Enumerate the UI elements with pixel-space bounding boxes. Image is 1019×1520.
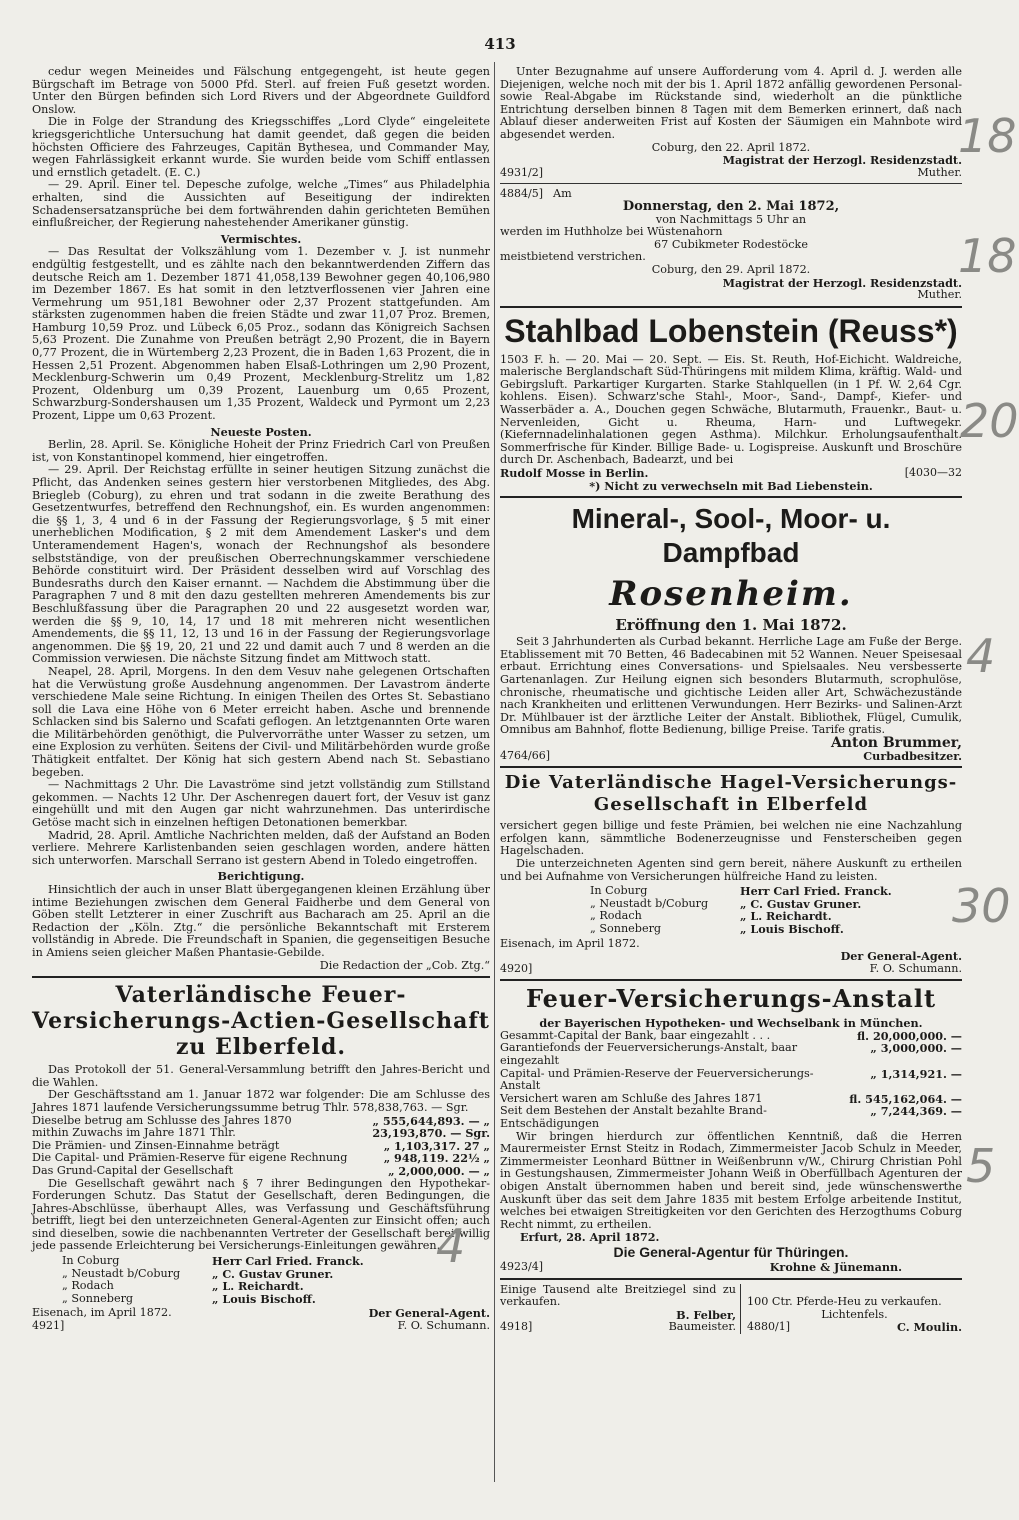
ad-footnote: *) Nicht zu verwechseln mit Bad Liebenstein. [589,478,873,493]
small-ad [741,1296,962,1334]
agent-name: „ Louis Bischoff. [740,921,844,936]
article-paragraph: — 29. April. Der Reichstag erfüllte in seiner heutigen Sitzung zunächst die Pflicht, das Andenken seines gestern hier verstorbenen Mitgliedes, des Abg. Briegleb (Coburg), zu ehren und trat sodann in die zweite Berathung des Gesetzentwurfes, betreffend den Rechnungshof, ein. Es wurden angenommen: die §§ 1, 3, 4 und 6 in der Fassung der Regierungsvorlage, § 5 mit einer unerheblichen Modification, § 2 mit dem Amendement Lasker's und dem Unteramendement Hagen's, wonach der Rechnungshof als besondere selbstständige, von der preußischen Oberrechnungskammer verschiedene Behörde constituirt wird. Der Präsident desselben wird auf Vorschlag des Bundesraths durch den Kaiser ernannt. — Nachdem die Abstimmung über die Paragraphen 7 und 8 mit den dazu gestellten mehreren Amendements bis zur Beschlußfassung über die Paragraphen 20 und 22 ausgesetzt worden war, werden die §§ 9, 10, 14, 17 und 18 mit mehreren nicht wesentlichen Amendements, die §§ 11, 12, 13 und 16 in der Fassung der Regierungsvorlage angenommen. Die §§ 19, 20, 21 und 22 und damit auch 7 und 8 werden an die Commission verwiesen. Die nächste Sitzung findet am Mittwoch statt. [32,463,490,666]
ad-paragraph: Wir bringen hierdurch zur öffentlichen Kenntniß, daß die Herren Maurermeister Ernst Steitz in Rodach, Zimmermeister Jacob Schulz in Meeder, Zimmermeister Leonhard Büttner in Weißenbrunn v/W., Chirurg Christian Pohl in Gestungshausen, Zimmermeister Johann Weiß in Oberfüllbach Agenturen der obigen Anstalt übernommen haben und bereit sind, jede wünschenswerthe Auskunft über das seit dem Jahre 1835 mit bestem Erfolge arbeitende Institut, welches bei etwaigen Streitigkeiten vor den Gerichten des Herzogthums Coburg Recht nimmt, zu ertheilen. [500,1129,962,1231]
page-number: 413 [484,35,516,53]
article-paragraph: Hinsichtlich der auch in unser Blatt übergegangenen kleinen Erzählung über intime Beziehungen zwischen dem General Faidherbe und dem General von Göben stellt Letzterer in einer Zuschrift aus Bacharach am 25. April an die Redaction der „Köln. Ztg.“ die persönliche Bekanntschaft mit Ersterem vollständig in Abrede. Die Freundschaft in Spanien, die gegenseitigen Besuche in Amiens seien gleicher Maßen Phantasie-Gebilde. [32,883,490,959]
separator [500,183,962,184]
small-ad-text: 100 Ctr. Pferde-Heu zu verkaufen. [747,1295,942,1309]
small-ads [500,1284,962,1334]
ad-figures [32,1115,490,1178]
figure-value: „ 948,119. 22½ „ [383,1151,490,1166]
ad-signature: Der General-Agent. [368,1306,490,1321]
agent-place: In Coburg [62,1254,120,1268]
ad-footer [500,750,962,763]
agent-row [62,1255,490,1268]
ad-reference: 4920] [500,961,533,975]
agent-place: In Coburg [590,884,648,898]
ad-signature-title: Curbadbesitzer. [863,748,962,763]
figure-label: Die Capital- und Prämien-Reserve für eigene Rechnung [32,1151,348,1165]
agent-name: Herr Carl Fried. Franck. [212,1254,364,1269]
figure-value: „ 2,000,000. — „ [388,1163,490,1178]
small-ad-signature: B. Felber, [676,1307,736,1322]
figure-value: fl. 545,162,064. — [849,1091,962,1106]
ad-footer [500,1261,962,1274]
pencil-mark: 18 [958,109,1017,163]
ad-paragraph: Die unterzeichneten Agenten sind gern bereit, nähere Auskunft zu ertheilen und bei Aufnahme von Versicherungen hülfreiche Hand zu leisten. [500,856,962,883]
agent-row [590,923,962,936]
ad-title: Vaterländische Feuer-Versicherungs-Actien-Gesellschaft zu Elberfeld. [32,982,490,1061]
article-paragraph: Die in Folge der Strandung des Kriegsschiffes „Lord Clyde“ eingeleitete kriegsgerichtliche Untersuchung hat damit geendet, daß gegen die beiden höchsten Officiere des Fahrzeuges, Capitän Bythesea, und Commander May, wegen Fahrlässigkeit erkannt wurde. Sie wurden beide vom Schiff entlassen und ernstlich getadelt. (E. C.) [32,115,490,179]
small-ad-text: Einige Tausend alte Breitziegel sind zu verkaufen. [500,1282,736,1309]
ad-reference: 4921] [32,1319,65,1333]
notice-word: Am [553,187,572,201]
figure-row [32,1165,490,1178]
ad-contact: Rudolf Mosse in Berlin. [500,466,649,481]
notice-body: werden im Huthholze bei Wüstenahorn [500,225,723,239]
pencil-mark: 30 [952,879,1011,933]
ad-place: Erfurt, 28. April 1872. [520,1230,660,1245]
ad-paragraph: 1503 F. h. — 20. Mai — 20. Sept. — Eis. St. Reuth, Hof-Eichicht. Waldreiche, malerische Berglandschaft Süd-Thüringens mit mildem Klima, kräftig. Wald- und Gebirgsluft. Parkartiger Kurgarten. Starke Stahlquellen (in 1 Pf. W. 2,64 Cgr. kohlens. Eisen). Schwarz'sche Stahl-, Moor-, Sand-, Dampf-, Kiefer- und Wasserbäder a. A., Douchen gegen Schwäche, Blutarmuth, Frauenkr., Baut- u. Nervenleiden, Gicht u. Rheuma, Harn- und Luftwegekr. (Kiefernnadelinhalationen gegen Asthma). Milchkur. Erholungsaufenthalt. Sommerfrische für Kinder. Billige Bade- u. Logispreise. Auskunft und Broschüre durch Dr. Aschenbach, Badearzt, und bei [500,352,962,467]
separator [500,1278,962,1280]
notice-reference: 4931/2] [500,165,543,179]
small-ad [500,1284,741,1334]
notice-date: Coburg, den 22. April 1872. [651,140,811,154]
figure-row [500,1105,962,1130]
notice-signature: Magistrat der Herzogl. Residenzstadt. [722,275,962,290]
article-paragraph: — Nachmittags 2 Uhr. Die Lavaströme sind jetzt vollständig zum Stillstand gekommen. — Nachts 12 Uhr. Der Aschenregen dauert fort, der Vesuv ist ganz eingehüllt und mit den Augen gar nicht wahrzunehmen. Das unterirdische Getöse macht sich in einzelnen heftigen Detonationen bemerkbar. [32,778,490,830]
agent-name: „ Louis Bischoff. [212,1291,316,1306]
figure-label: Capital- und Prämien-Reserve der Feuerversicherungs-Anstalt [500,1066,814,1093]
ad-title: Feuer-Versicherungs-Anstalt [525,984,937,1014]
small-ad-title: Baumeister. [668,1320,736,1334]
separator [32,976,490,978]
figure-row [32,1127,490,1140]
notice-signature: Magistrat der Herzogl. Residenzstadt. [722,153,962,168]
ad-paragraph: Seit 3 Jahrhunderten als Curbad bekannt. Herrliche Lage am Fuße der Berge. Etablissement mit 70 Betten, 46 Badecabinen mit 52 Wannen. Neuer Speisesaal erbaut. Errichtung eines Conversations- und Spielsaales. Neu versbesserte Gartenanlagen. Zur Heilung eignen sich besonders Blutarmuth, scrophulöse, chronische, rheumatische und gichtische Leiden aller Art, Schwächezustände nach Krankheiten und erlittenen Verwundungen. Herr Bezirks- und Salinen-Arzt Dr. Mühlbauer ist der ärztliche Leiter der Anstalt. Bibliothek, Flügel, Cumulik, Omnibus am Bahnhof, flotte Bedienung, billige Preise. Tarife gratis. [500,635,962,737]
figure-label: Seit dem Bestehen der Anstalt bezahlte Brand-Entschädigungen [500,1104,767,1131]
agent-name: „ L. Reichardt. [212,1279,304,1294]
ad-footer [500,467,962,480]
ad-paragraph: Die Gesellschaft gewährt nach § 7 ihrer Bedingungen den Hypothekar-Forderungen Schutz. Das Statut der Gesellschaft, deren Bedingungen, die Jahres-Abschlüsse, überhaupt Alles, was Verfassung und Geschäftsführung betrifft, liegt bei den unterzeichneten General-Agenten zur Einsicht offen; auch sind dieselben, sowie die nachbenannten Vertreter der Gesellschaft bereitwillig jede passende Erleichterung bei Versicherungs-Einleitungen gewähren. [32,1176,490,1253]
notice-name: Muther. [917,288,962,302]
ad-paragraph: versichert gegen billige und feste Prämien, bei welchen nie eine Nachzahlung erfolgen kann, sämmtliche Bodenerzeugnisse und Fensterscheiben gegen Hagelschaden. [500,819,962,858]
agent-name: Herr Carl Fried. Franck. [740,884,892,899]
notice-time: von Nachmittags 5 Uhr an [655,212,807,226]
figure-label: Gesammt-Capital der Bank, baar eingezahlt . . . [500,1028,771,1042]
article-paragraph: Madrid, 28. April. Amtliche Nachrichten melden, daß der Aufstand an Boden verliere. Mehrere Karlistenbanden seien geschlagen worden, andere hätten sich unterworfen. Marschall Serrano ist gestern Abend in Toledo eingetroffen. [32,828,490,867]
figure-value: „ 7,244,369. — [870,1104,962,1119]
figure-label: Garantiefonds der Feuerversicherungs-Anstalt, baar eingezahlt [500,1041,798,1068]
notice-paragraph: Unter Bezugnahme auf unsere Aufforderung vom 4. April d. J. werden alle Diejenigen, welche noch mit der bis 1. April 1872 anfällig gewordenen Personal- sowie Real-Abgabe im Rückstande sind, wiederholt an die pünktliche Entrichtung derselben binnen 8 Tagen mit dem Bemerken erinnert, daß nach Ablauf dieser anderweiten Frist auf Kosten der Säumigen ein Mahnbote wird abgesendet werden. [500,65,962,141]
notice-footer [500,167,962,180]
ad-signature-name: Krohne & Jünemann. [769,1259,902,1274]
ad-title: Die Vaterländische Hagel-Versicherungs-Gesellschaft in Elberfeld [504,772,958,816]
section-heading: Vermischtes. [220,231,302,246]
article-paragraph: cedur wegen Meineides und Fälschung entgegengeht, ist heute gegen Bürgschaft im Betrage von 5000 Pfd. Sterl. auf freien Fuß gesetzt worden. Unter den Bürgen befinden sich Lord Rivers und der Abgeordnete Guildford Onslow. [32,65,490,116]
small-ad-reference: 4880/1] [747,1320,790,1334]
small-ad-reference: 4918] [500,1320,533,1334]
notice-reference: 4884/5] [500,187,543,201]
pencil-mark: 18 [958,229,1017,283]
ad-signature-name: F. O. Schumann. [397,1319,490,1333]
ad-title-place: Rosenheim. [609,574,853,615]
separator [500,496,962,498]
small-ad-signature: C. Moulin. [896,1320,962,1335]
ad-reference: 4764/66] [500,748,550,762]
figure-label: Die Prämien- und Zinsen-Einnahme beträgt [32,1138,280,1152]
ad-subtitle: der Bayerischen Hypotheken- und Wechselbank in München. [539,1016,923,1031]
pencil-mark: 5 [966,1139,996,1193]
small-ad-footer [747,1321,962,1334]
right-column [500,66,962,1486]
ad-signature-name: F. O. Schumann. [869,961,962,975]
ad-opening: Eröffnung den 1. Mai 1872. [615,616,847,635]
ad-signature: Der General-Agent. [840,949,962,964]
notice-item: 67 Cubikmeter Rodestöcke [654,237,808,251]
agent-name: „ C. Gustav Gruner. [740,896,862,911]
small-ad-place: Lichtenfels. [821,1307,888,1321]
notice-date: Coburg, den 29. April 1872. [651,262,811,276]
ad-reference: 4923/4] [500,1259,543,1273]
agent-name: „ C. Gustav Gruner. [212,1266,334,1281]
notice-body: meistbietend verstrichen. [500,250,646,264]
ad-figures [500,1030,962,1131]
article-paragraph: Neapel, 28. April, Morgens. In den dem Vesuv nahe gelegenen Ortschaften hat die Verwüstung große Ausdehnung angenommen. Der Lavastrom änderte verschiedene Male seine Richtung. In einigen Theilen des Ortes St. Sebastiano soll die Lava eine Höhe von 6 Meter erreicht haben. Asche und brennende Schlacken sind bis Salerno und Scafati geflogen. An letztgenannten Orte waren die Militärbehörden genöthigt, die Pulvervorräthe unter Wasser zu setzen, um eine Explosion zu verhüten. Seitens der Civil- und Militärbehörden wurde große Thätigkeit entfaltet. Der König hat sich gestern Abend nach St. Sebastiano begeben. [32,664,490,779]
article-paragraph: — 29. April. Einer tel. Depesche zufolge, welche „Times“ aus Philadelphia erhalten, sind die Aussichten auf Beseitigung der indirekten Schadensersatzansprüche bei dem fortwährenden dahin gerichteten Bemühen einflußreicher, der Regierung nahestehender Amerikaner günstig. [32,178,490,230]
figure-value: 23,193,870. — Sgr. [372,1126,490,1141]
ad-footer [32,1320,490,1333]
notice-date-heading: Donnerstag, den 2. Mai 1872, [622,198,840,214]
ad-paragraph: Das Protokoll der 51. General-Versammlung betrifft den Jahres-Bericht und die Wahlen. [32,1063,490,1089]
figure-label: Das Grund-Capital der Gesellschaft [32,1163,234,1177]
pencil-mark: 4 [966,629,996,683]
separator [500,766,962,768]
figure-value: „ 1,314,921. — [870,1066,962,1081]
ad-place: Eisenach, im April 1872. [500,936,640,950]
figure-label: Dieselbe betrug am Schlusse des Jahres 1870 [32,1113,292,1127]
agent-place: „ Rodach [62,1279,114,1293]
agent-row [62,1280,490,1293]
agent-row [590,885,962,898]
ad-title: Stahlbad Lobenstein (Reuss*) [504,312,958,349]
separator [500,306,962,308]
agent-place: „ Sonneberg [590,921,662,935]
article-paragraph: Berlin, 28. April. Se. Königliche Hoheit der Prinz Friedrich Carl von Preußen ist, von Konstantinopel kommend, hier eingetroffen. [32,438,490,464]
agent-place: „ Neustadt b/Coburg [590,896,709,910]
ad-place: Eisenach, im April 1872. [32,1306,172,1320]
agent-list [62,1255,490,1305]
section-heading: Berichtigung. [217,869,305,884]
ad-signature: Anton Brummer, [830,734,962,751]
agent-row [62,1293,490,1306]
notice-name: Muther. [917,165,962,179]
ad-signature: Die General-Agentur für Thüringen. [613,1243,849,1260]
article-paragraph: — Das Resultat der Volkszählung vom 1. Dezember v. J. ist nunmehr endgültig festgestellt, und es zählte nach den bekanntwerdenden Ziffern das deutsche Reich am 1. Dezember 1871 41,058,139 Bewohner gegen 40,106,980 im Dezember 1867. Es hat somit in den letztverflossenen vier Jahren eine Vermehrung um 951,181 Bewohner oder 2,37 Prozent stattgefunden. Am stärksten zugenommen haben die freien Städte und zwar 11,07 Proz. Bremen, Hamburg 10,59 Proz. und Lübeck 6,05 Proz., sodann das Königreich Sachsen 5,63 Prozent. Die Zunahme von Preußen beträgt 2,90 Prozent, die in Bayern 0,77 Prozent, die in Würtemberg 2,23 Prozent, die in Baden 1,63 Prozent, die in Hessen 2,51 Prozent. Abgenommen haben Elsaß-Lothringen um 2,90 Prozent, Mecklenburg-Schwerin um 0,49 Prozent, Mecklenburg-Strelitz um 1,82 Prozent, Oldenburg um 0,39 Prozent, Lauenburg um 0,65 Prozent, Schwarzburg-Sondershausen um 1,35 Prozent, Waldeck und Pyrmont um 2,23 Prozent, Lippe um 0,63 Prozent. [32,245,490,423]
agent-place: „ Neustadt b/Coburg [62,1266,181,1280]
small-ad-footer [500,1321,736,1334]
agent-place: „ Rodach [590,909,642,923]
agent-name: „ L. Reichardt. [740,909,832,924]
figure-value: „ 3,000,000. — [870,1041,962,1056]
figure-label: mithin Zuwachs im Jahre 1871 Thlr. [32,1126,236,1140]
figure-row [500,1042,962,1067]
figure-value: „ 555,644,893. — „ [372,1113,490,1128]
column-divider [494,62,495,1482]
agent-list [590,885,962,935]
section-heading: Neueste Posten. [210,424,312,439]
ad-paragraph: Der Geschäftsstand am 1. Januar 1872 war folgender: Die am Schlusse des Jahres 1871 laufende Versicherungssumme betrug Thlr. 578,838,763. — Sgr. [32,1088,490,1114]
left-column [32,66,490,1494]
ad-footer [500,963,962,976]
agent-place: „ Sonneberg [62,1291,134,1305]
pencil-mark: 20 [960,394,1019,448]
ad-reference: [4030—32 [904,466,962,480]
figure-row [500,1068,962,1093]
figure-value: fl. 20,000,000. — [857,1028,962,1043]
separator [500,979,962,981]
ad-title: Mineral-, Sool-, Moor- u. Dampfbad [571,503,891,569]
signature: Die Redaction der „Cob. Ztg.“ [319,958,490,972]
figure-value: „ 1,103,317. 27 „ [383,1138,490,1153]
pencil-mark: 4 [436,1219,466,1273]
figure-label: Versichert waren am Schluße des Jahres 1871 [500,1091,763,1105]
